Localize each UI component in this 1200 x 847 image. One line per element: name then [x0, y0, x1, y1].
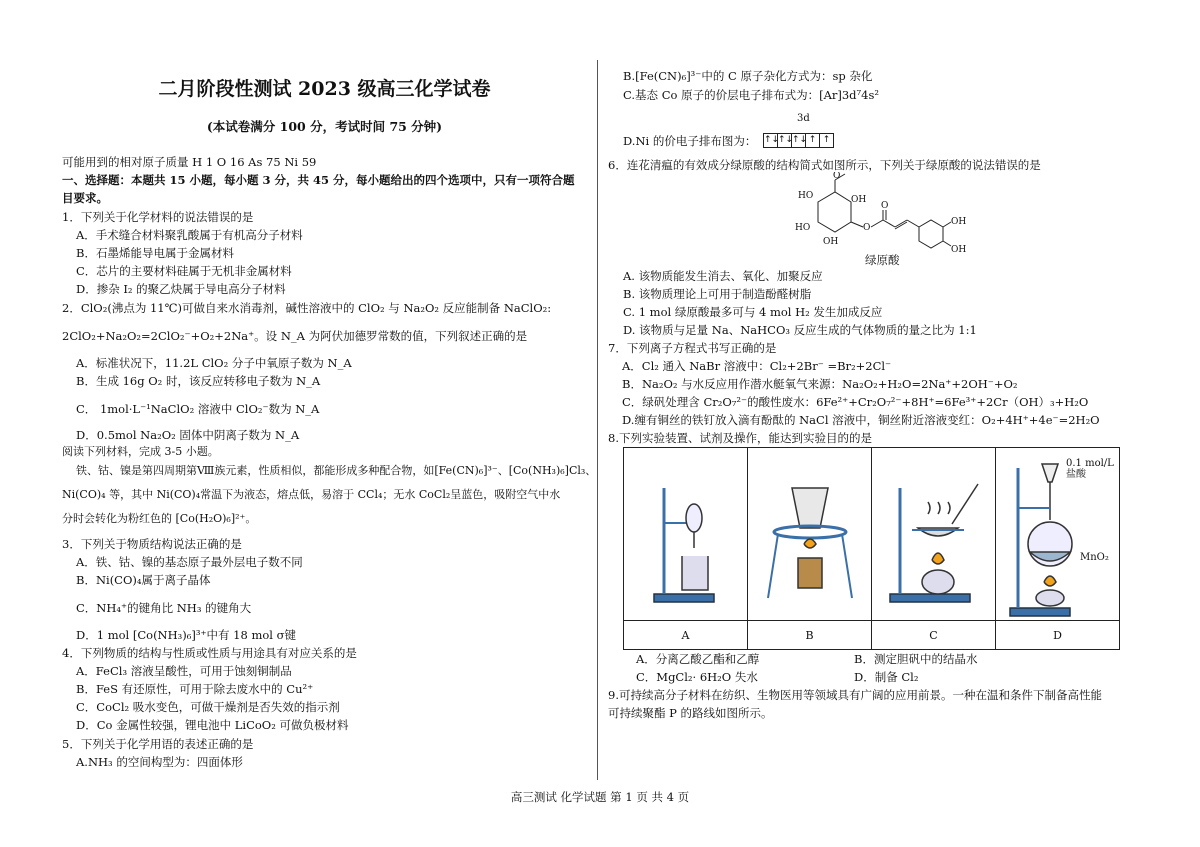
- q5-option-b: B.[Fe(CN)₆]³⁻中的 C 原子杂化方式为：sp 杂化: [623, 69, 873, 83]
- atom-label: O: [881, 201, 889, 211]
- q5-option-a: A.NH₃ 的空间构型为：四面体形: [76, 755, 243, 769]
- q4-option-d: D．Co 金属性较强，锂电池中 LiCoO₂ 可做负极材料: [76, 718, 349, 732]
- q4-option-b: B．FeS 有还原性，可用于除去废水中的 Cu²⁺: [76, 682, 314, 696]
- section-heading-line2: 目要求。: [62, 191, 108, 205]
- q6-option-a: A. 该物质能发生消去、氧化、加聚反应: [623, 269, 823, 283]
- q5-stem: 5．下列关于化学用语的表述正确的是: [62, 737, 254, 751]
- orbital-box: ↑↓: [777, 133, 792, 148]
- orbital-box: ↑: [819, 133, 834, 148]
- q4-stem: 4．下列物质的结构与性质或性质与用途具有对应关系的是: [62, 646, 357, 660]
- atom-label: O: [863, 223, 871, 233]
- q3-option-d: D．1 mol [Co(NH₃)₆]³⁺中有 18 mol σ键: [76, 628, 296, 642]
- q3-option-c: C．NH₄⁺的键角比 NH₃ 的键角大: [76, 601, 252, 615]
- q2-option-b: B．生成 16g O₂ 时，该反应转移电子数为 N_A: [76, 374, 321, 388]
- reading-intro: 阅读下列材料，完成 3-5 小题。: [62, 445, 219, 458]
- q1-option-a: A．手术缝合材料聚乳酸属于有机高分子材料: [76, 228, 303, 242]
- q7-option-c: C．绿矾处理含 Cr₂O₇²⁻的酸性废水：6Fe²⁺+Cr₂O₇²⁻+8H⁺=6Fe³⁺+2Cr（OH）₃+H₂O: [622, 395, 1089, 409]
- q7-stem: 7．下列离子方程式书写正确的是: [608, 341, 777, 355]
- q2-option-c: C． 1mol·L⁻¹NaClO₂ 溶液中 ClO₂⁻数为 N_A: [76, 402, 320, 416]
- orbital-box: ↑↓: [791, 133, 806, 148]
- atom-label: OH: [951, 217, 967, 227]
- atomic-masses: 可能用到的相对原子质量 H 1 O 16 As 75 Ni 59: [62, 155, 317, 169]
- q7-option-a: A．Cl₂ 通入 NaBr 溶液中：Cl₂+2Br⁻ =Br₂+2Cl⁻: [622, 359, 892, 373]
- q8-option-b: B．测定胆矾中的结晶水: [854, 652, 978, 666]
- atom-label: OH: [823, 237, 839, 247]
- orbital-box: ↑↓: [763, 133, 778, 148]
- q9-line2: 可持续聚酯 P 的路线如图所示。: [608, 706, 773, 720]
- q2-option-d: D．0.5mol Na₂O₂ 固体中阴离子数为 N_A: [76, 428, 300, 442]
- q6-option-b: B. 该物质理论上可用于制造酚醛树脂: [623, 287, 812, 301]
- q3-option-a: A．铁、钴、镍的基态原子最外层电子数不同: [76, 555, 303, 569]
- q4-option-a: A．FeCl₃ 溶液呈酸性，可用于蚀刻铜制品: [76, 664, 292, 678]
- orbital-label: 3d: [797, 113, 810, 124]
- reagent-hcl-label: [1066, 458, 1114, 480]
- reagent-mno2-label: MnO₂: [1080, 552, 1109, 563]
- apparatus-label: C: [872, 621, 996, 650]
- q2-stem: 2．ClO₂(沸点为 11℃)可做自来水消毒剂，碱性溶液中的 ClO₂ 与 Na₂O₂ 反应能制备 NaClO₂:: [62, 301, 552, 315]
- q7-option-b: B．Na₂O₂ 与水反应用作潜水艇氧气来源：Na₂O₂+H₂O=2Na⁺+2OH⁻+O₂: [622, 377, 1018, 391]
- q5-option-c: C.基态 Co 原子的价层电子排布式为：[Ar]3d⁷4s²: [623, 88, 879, 102]
- reagent-hcl-concentration: 0.1 mol/L: [1066, 458, 1114, 469]
- q7-option-d: D.缠有铜丝的铁钉放入滴有酚酞的 NaCl 溶液中，铜丝附近溶液变红：O₂+4H⁺+4e⁻=2H₂O: [622, 413, 1100, 427]
- q2-equation: 2ClO₂+Na₂O₂=2ClO₂⁻+O₂+2Na⁺。设 N_A 为阿伏加德罗常数的值，下列叙述正确的是: [62, 329, 528, 343]
- q6-option-c: C. 1 mol 绿原酸最多可与 4 mol H₂ 发生加成反应: [623, 305, 883, 319]
- apparatus-a: [624, 448, 748, 621]
- q1-option-d: D．掺杂 I₂ 的聚乙炔属于导电高分子材料: [76, 282, 286, 296]
- atom-label: OH: [851, 195, 867, 205]
- structure-caption: 绿原酸: [865, 253, 900, 267]
- apparatus-d: [996, 448, 1120, 621]
- page-subtitle: (本试卷满分 100 分，考试时间 75 分钟): [206, 119, 443, 134]
- reagent-hcl-name: 盐酸: [1066, 469, 1086, 480]
- q5-option-d: D.Ni 的价电子排布图为：: [623, 134, 757, 148]
- q9-line1: 9.可持续高分子材料在纺织、生物医用等领域具有广阔的应用前景。一种在温和条件下制备高性能: [608, 688, 1102, 702]
- reading-paragraph-2: Ni(CO)₄ 等，其中 Ni(CO)₄常温下为液态，熔点低，易溶于 CCl₄；无水 CoCl₂呈蓝色，吸附空气中水: [62, 488, 561, 501]
- q8-option-c: C．MgCl₂· 6H₂O 失水: [636, 670, 758, 684]
- atom-label: HO: [795, 223, 811, 233]
- page-title: 二月阶段性测试 2023 级高三化学试卷: [158, 78, 491, 100]
- page-footer: 高三测试 化学试题 第 1 页 共 4 页: [510, 790, 690, 804]
- section-heading-line1: 一、选择题：本题共 15 小题，每小题 3 分，共 45 分，每小题给出的四个选项中，只有一项符合题: [62, 173, 575, 187]
- q4-option-c: C．CoCl₂ 吸水变色，可做干燥剂是否失效的指示剂: [76, 700, 340, 714]
- apparatus-c: [872, 448, 996, 621]
- q3-stem: 3．下列关于物质结构说法正确的是: [62, 537, 242, 551]
- q2-option-a: A．标准状况下，11.2L ClO₂ 分子中氧原子数为 N_A: [76, 356, 352, 370]
- apparatus-label: A: [624, 621, 748, 650]
- apparatus-b: [748, 448, 872, 621]
- atom-label: O: [833, 172, 841, 181]
- q8-option-a: A．分离乙酸乙酯和乙醇: [636, 652, 760, 666]
- q8-option-d: D．制备 Cl₂: [854, 670, 919, 684]
- q3-option-b: B．Ni(CO)₄属于离子晶体: [76, 573, 211, 587]
- evaporating-dish-drawing: [872, 448, 995, 620]
- atom-label: OH: [951, 245, 967, 255]
- apparatus-label: B: [748, 621, 872, 650]
- apparatus-label: D: [996, 621, 1120, 650]
- orbital-box: ↑: [805, 133, 820, 148]
- reading-paragraph-1: 铁、钴、镍是第四周期第Ⅷ族元素，性质相似，都能形成多种配合物，如[Fe(CN)₆]³⁻、[Co(NH₃)₆]Cl₃、: [76, 464, 597, 477]
- q8-stem: 8.下列实验装置、试剂及操作，能达到实验目的的是: [608, 431, 872, 445]
- reading-paragraph-3: 分时会转化为粉红色的 [Co(H₂O)₆]²⁺。: [62, 512, 257, 525]
- separatory-funnel-drawing: [624, 448, 747, 620]
- q1-option-c: C．芯片的主要材料硅属于无机非金属材料: [76, 264, 292, 278]
- orbital-diagram: [763, 113, 833, 148]
- crucible-heating-drawing: [748, 448, 871, 620]
- q1-option-b: B．石墨烯能导电属于金属材料: [76, 246, 234, 260]
- q6-option-d: D. 该物质与足量 Na、NaHCO₃ 反应生成的气体物质的量之比为 1:1: [623, 323, 977, 337]
- column-divider: [597, 60, 598, 780]
- q1-stem: 1．下列关于化学材料的说法错误的是: [62, 210, 254, 224]
- q6-stem: 6．连花清瘟的有效成分绿原酸的结构简式如图所示，下列关于绿原酸的说法错误的是: [608, 158, 1041, 172]
- apparatus-table: [623, 447, 1120, 650]
- atom-label: HO: [798, 191, 814, 201]
